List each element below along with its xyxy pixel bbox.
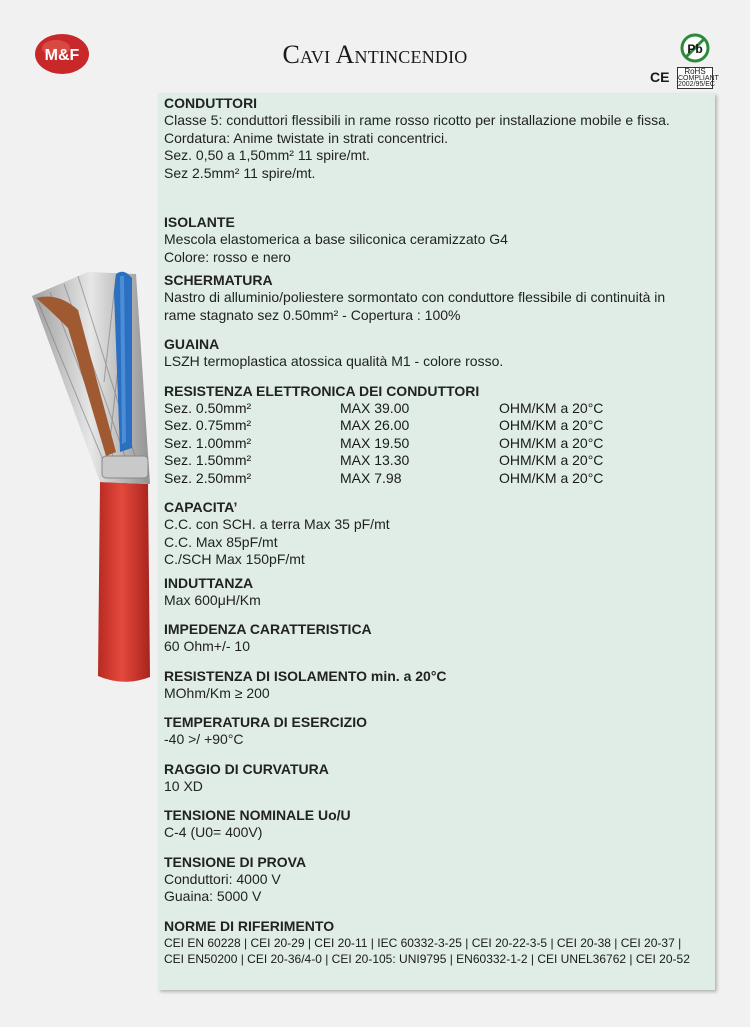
spec-line: Classe 5: conduttori flessibili in rame rosso ricotto per installazione mobile e fissa. xyxy=(164,112,670,128)
resistance-row xyxy=(164,400,715,418)
page-title: Cavi Antincendio xyxy=(282,40,468,69)
section-heading: INDUTTANZA xyxy=(164,574,254,591)
spec-line: Mescola elastomerica a base siliconica ceramizzato G4 xyxy=(164,231,508,247)
lead-free-icon xyxy=(680,33,710,63)
spec-line: -40 >/ +90°C xyxy=(164,731,244,747)
spec-line: C./SCH Max 150pF/mt xyxy=(164,551,305,567)
spec-line: rame stagnato sez 0.50mm² - Copertura : 100% xyxy=(164,306,461,323)
section-impedenza xyxy=(164,621,715,656)
rohs-label: RoHS xyxy=(684,67,706,76)
section-conduttori xyxy=(164,95,715,182)
rohs-sub1: COMPLIANT xyxy=(678,75,719,82)
section-isolante xyxy=(164,214,715,266)
section-heading: TENSIONE NOMINALE Uo/U xyxy=(164,807,351,823)
spec-line: 60 Ohm+/- 10 xyxy=(164,638,250,654)
section-schermatura xyxy=(164,272,715,324)
ce-mark-icon: CE xyxy=(650,69,670,85)
res-max: MAX 26.00 xyxy=(340,417,410,433)
spec-line: Nastro di alluminio/poliestere sormontato con conduttore flessibile di continuità in xyxy=(164,289,666,305)
section-temperatura xyxy=(164,714,715,749)
section-heading: TENSIONE DI PROVA xyxy=(164,853,307,870)
spec-line: C-4 (U0= 400V) xyxy=(164,824,263,840)
res-max: MAX 19.50 xyxy=(340,434,410,451)
res-unit: OHM/KM a 20°C xyxy=(499,417,604,433)
res-section: Sez. 0.75mm² xyxy=(164,417,252,433)
section-resistenza xyxy=(164,383,715,488)
rohs-sub2: 2002/95/EC xyxy=(678,81,715,88)
spec-line: CEI EN 60228 | CEI 20-29 | CEI 20-11 | IEC 60332-3-25 | CEI 20-22-3-5 | CEI 20-38 | CEI 20-37 | xyxy=(164,935,682,950)
res-unit: OHM/KM a 20°C xyxy=(499,469,604,486)
spec-line: C.C. Max 85pF/mt xyxy=(164,533,278,550)
section-heading: RESISTENZA ELETTRONICA DEI CONDUTTORI xyxy=(164,382,480,399)
section-heading: ISOLANTE xyxy=(164,214,235,230)
section-raggio xyxy=(164,761,715,796)
res-section: Sez. 2.50mm² xyxy=(164,469,252,486)
section-heading: CONDUTTORI xyxy=(164,95,258,111)
section-heading: RAGGIO DI CURVATURA xyxy=(164,760,329,777)
logo-text: M&F xyxy=(44,47,80,64)
resistance-row xyxy=(164,452,715,470)
pb-label: Pb xyxy=(687,42,703,56)
resistance-row xyxy=(164,417,715,435)
spec-line: Sez. 0,50 a 1,50mm² 11 spire/mt. xyxy=(164,147,370,163)
res-section: Sez. 1.00mm² xyxy=(164,434,252,451)
section-heading: NORME DI RIFERIMENTO xyxy=(164,917,335,934)
res-unit: OHM/KM a 20°C xyxy=(499,434,604,451)
spec-line: C.C. con SCH. a terra Max 35 pF/mt xyxy=(164,516,390,532)
section-heading: CAPACITA’ xyxy=(164,499,238,515)
spec-panel xyxy=(158,93,715,990)
cable-photo xyxy=(28,262,168,687)
res-section: Sez. 0.50mm² xyxy=(164,399,252,416)
section-heading: RESISTENZA DI ISOLAMENTO min. a 20°C xyxy=(164,667,447,684)
section-tensione-nominale xyxy=(164,807,715,842)
resistance-row xyxy=(164,470,715,488)
section-tensione-prova xyxy=(164,854,715,906)
section-isolamento xyxy=(164,668,715,703)
spec-line: Cordatura: Anime twistate in strati concentrici. xyxy=(164,129,449,146)
res-max: MAX 39.00 xyxy=(340,399,410,416)
spec-line: Sez 2.5mm² 11 spire/mt. xyxy=(164,164,316,181)
res-unit: OHM/KM a 20°C xyxy=(499,452,604,468)
res-max: MAX 7.98 xyxy=(340,469,402,486)
spec-line: Guaina: 5000 V xyxy=(164,888,262,904)
certifications xyxy=(648,33,719,89)
res-unit: OHM/KM a 20°C xyxy=(499,399,604,416)
section-heading: SCHERMATURA xyxy=(164,272,273,288)
resistance-row xyxy=(164,435,715,453)
res-max: MAX 13.30 xyxy=(340,452,410,468)
section-induttanza xyxy=(164,575,715,610)
section-heading: TEMPERATURA DI ESERCIZIO xyxy=(164,714,368,730)
section-guaina xyxy=(164,336,715,371)
section-norme xyxy=(164,918,715,967)
spec-line: Max 600μH/Km xyxy=(164,591,261,608)
res-section: Sez. 1.50mm² xyxy=(164,452,252,468)
spec-line: Colore: rosso e nero xyxy=(164,248,291,265)
spec-line: 10 XD xyxy=(164,777,203,794)
spec-line: Conduttori: 4000 V xyxy=(164,870,281,887)
rohs-badge xyxy=(677,67,719,89)
section-heading: IMPEDENZA CARATTERISTICA xyxy=(164,621,372,637)
spec-line: MOhm/Km ≥ 200 xyxy=(164,684,270,701)
spec-line: LSZH termoplastica atossica qualità M1 - colore rosso. xyxy=(164,353,504,369)
section-capacita xyxy=(164,499,715,569)
section-heading: GUAINA xyxy=(164,336,220,352)
spec-line: CEI EN50200 | CEI 20-36/4-0 | CEI 20-105: UNI9795 | EN60332-1-2 | CEI UNEL36762 | CEI 20-52 xyxy=(164,951,690,966)
